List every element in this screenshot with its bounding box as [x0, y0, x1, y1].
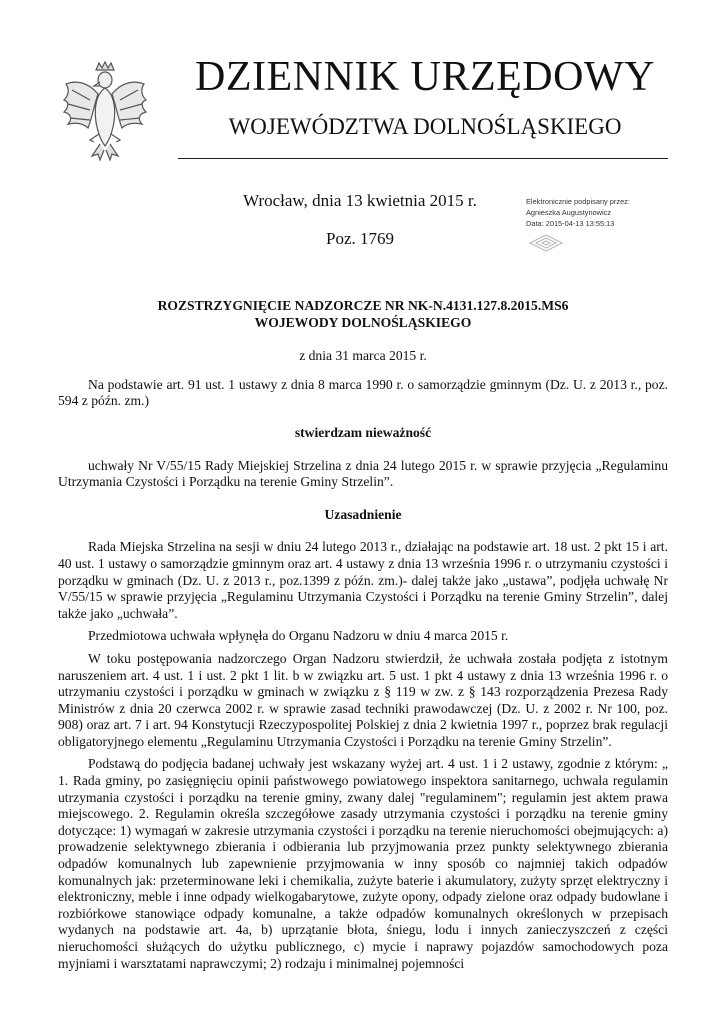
signature-label: Elektronicznie podpisany przez:: [526, 197, 630, 206]
paragraph: W toku postępowania nadzorczego Organ Nadzoru stwierdził, że uchwała została podjęta z istotnym naruszeniem art. 4 ust. 1 i ust. 2 pkt 1 lit. b w związku art. 5 ust. 1 pkt 4 ustawy z dnia 13 września 1996 r. o utrzymaniu czystości i porządku w gminach w związku z § 119 w zw. z § 143 rozporządzenia Prezesa Rady Ministrów z dnia 20 czerwca 2002 r. w sprawie zasad techniki prawodawczej (Dz. U. z 2002 r. Nr 100, poz. 908) oraz art. 7 i art. 94 Konstytucji Rzeczypospolitej Polskiej z dnia 2 kwietnia 1997 r., poprzez brak regulacji obligatoryjnego elementu „Regulaminu Utrzymania Czystości i Porządku na terenie Gminy Strzelin”.: [58, 650, 668, 749]
decision-statement: stwierdzam nieważność: [294, 424, 432, 440]
paragraph: Podstawą do podjęcia badanej uchwały jest wskazany wyżej art. 4 ust. 1 i 2 ustawy, zgodnie z którym: „ 1. Rada gminy, po zasięgnięciu opinii państwowego powiatowego inspektora sanitarnego, uchwala regulamin utrzymania czystości i porządku na terenie gminy, zwany dalej "regulaminem"; regulamin jest aktem prawa miejscowego. 2. Regulamin określa szczegółowe zasady utrzymania czystości i porządku na terenie gminy dotyczące: 1) wymagań w zakresie utrzymania czystości i porządku na terenie nieruchomości obejmujących: a) prowadzenie selektywnego zbierania i odbierania lub przyjmowania przez punkty selektywnego zbierania odpadów komunalnych lub zapewnienie przyjmowania w inny sposób co najmniej takich odpadów komunalnych jak: przeterminowane leki i chemikalia, zużyte baterie i akumulatory, zużyty sprzęt elektryczny i elektroniczny, meble i inne odpady wielkogabarytowe, zużyte opony, odpady zielone oraz odpady budowlane i rozbiórkowe stanowiące odpady komunalne, a także odpadów komunalnych określonych w przepisach wydanych na podstawie art. 4a, b) uprzątanie błota, śniegu, lodu i innych zanieczyszczeń z części nieruchomości służących do użytku publicznego, c) mycie i naprawy pojazdów samochodowych poza myjniami i warsztatami naprawczymi; 2) rodzaju i minimalnej pojemności: [58, 756, 668, 971]
document-body: [58, 298, 668, 972]
signature-signer: Agnieszka Augustynowicz: [526, 208, 612, 217]
journal-subtitle: WOJEWÓDZTWA DOLNOŚLĄSKIEGO: [228, 114, 622, 139]
document-heading-line2: WOJEWODY DOLNOŚLĄSKIEGO: [254, 314, 472, 330]
publication-date: Wrocław, dnia 13 kwietnia 2015 r.: [243, 191, 477, 210]
document-date: z dnia 31 marca 2015 r.: [299, 348, 427, 364]
signature-date: Data: 2015-04-13 13:55:13: [526, 219, 615, 228]
paragraph: Rada Miejska Strzelina na sesji w dniu 24 lutego 2013 r., działając na podstawie art. 18 ust. 2 pkt 15 i art. 40 ust. 1 ustawy o samorządzie gminnym oraz art. 4 ustawy z dnia 13 września 1996 r. o utrzymaniu czystości i porządku w gminach (Dz. U. z 2013 r., poz.1399 z późn. zm.)- dalej także jako „ustawa”, podjęła uchwałę Nr V/55/15 w sprawie przyjęcia „Regulaminu Utrzymania Czystości i Porządku na terenie Gminy Strzelin”, dalej także jako „uchwała”.: [58, 539, 668, 621]
document-heading-line1: ROZSTRZYGNIĘCIE NADZORCZE NR NK-N.4131.127.8.2015.MS6: [157, 298, 569, 313]
position-number: Poz. 1769: [326, 229, 394, 248]
justification-heading: Uzasadnienie: [324, 506, 402, 522]
legal-basis: Na podstawie art. 91 ust. 1 ustawy z dnia 8 marca 1990 r. o samorządzie gminnym (Dz. U. z 2013 r., poz. 594 z późn. zm.): [58, 376, 668, 409]
eagle-emblem-icon: [60, 60, 150, 162]
signature-stamp-icon: [528, 234, 564, 252]
paragraph: Przedmiotowa uchwała wpłynęła do Organu Nadzoru w dniu 4 marca 2015 r.: [88, 628, 509, 644]
decision-subject: uchwały Nr V/55/15 Rady Miejskiej Strzelina z dnia 24 lutego 2015 r. w sprawie przyjęcia „Regulaminu Utrzymania Czystości i Porządku na terenie Gminy Strzelin”.: [58, 457, 668, 490]
electronic-signature: [526, 196, 716, 229]
header-divider: [178, 158, 668, 159]
journal-title: DZIENNIK URZĘDOWY: [195, 54, 655, 100]
